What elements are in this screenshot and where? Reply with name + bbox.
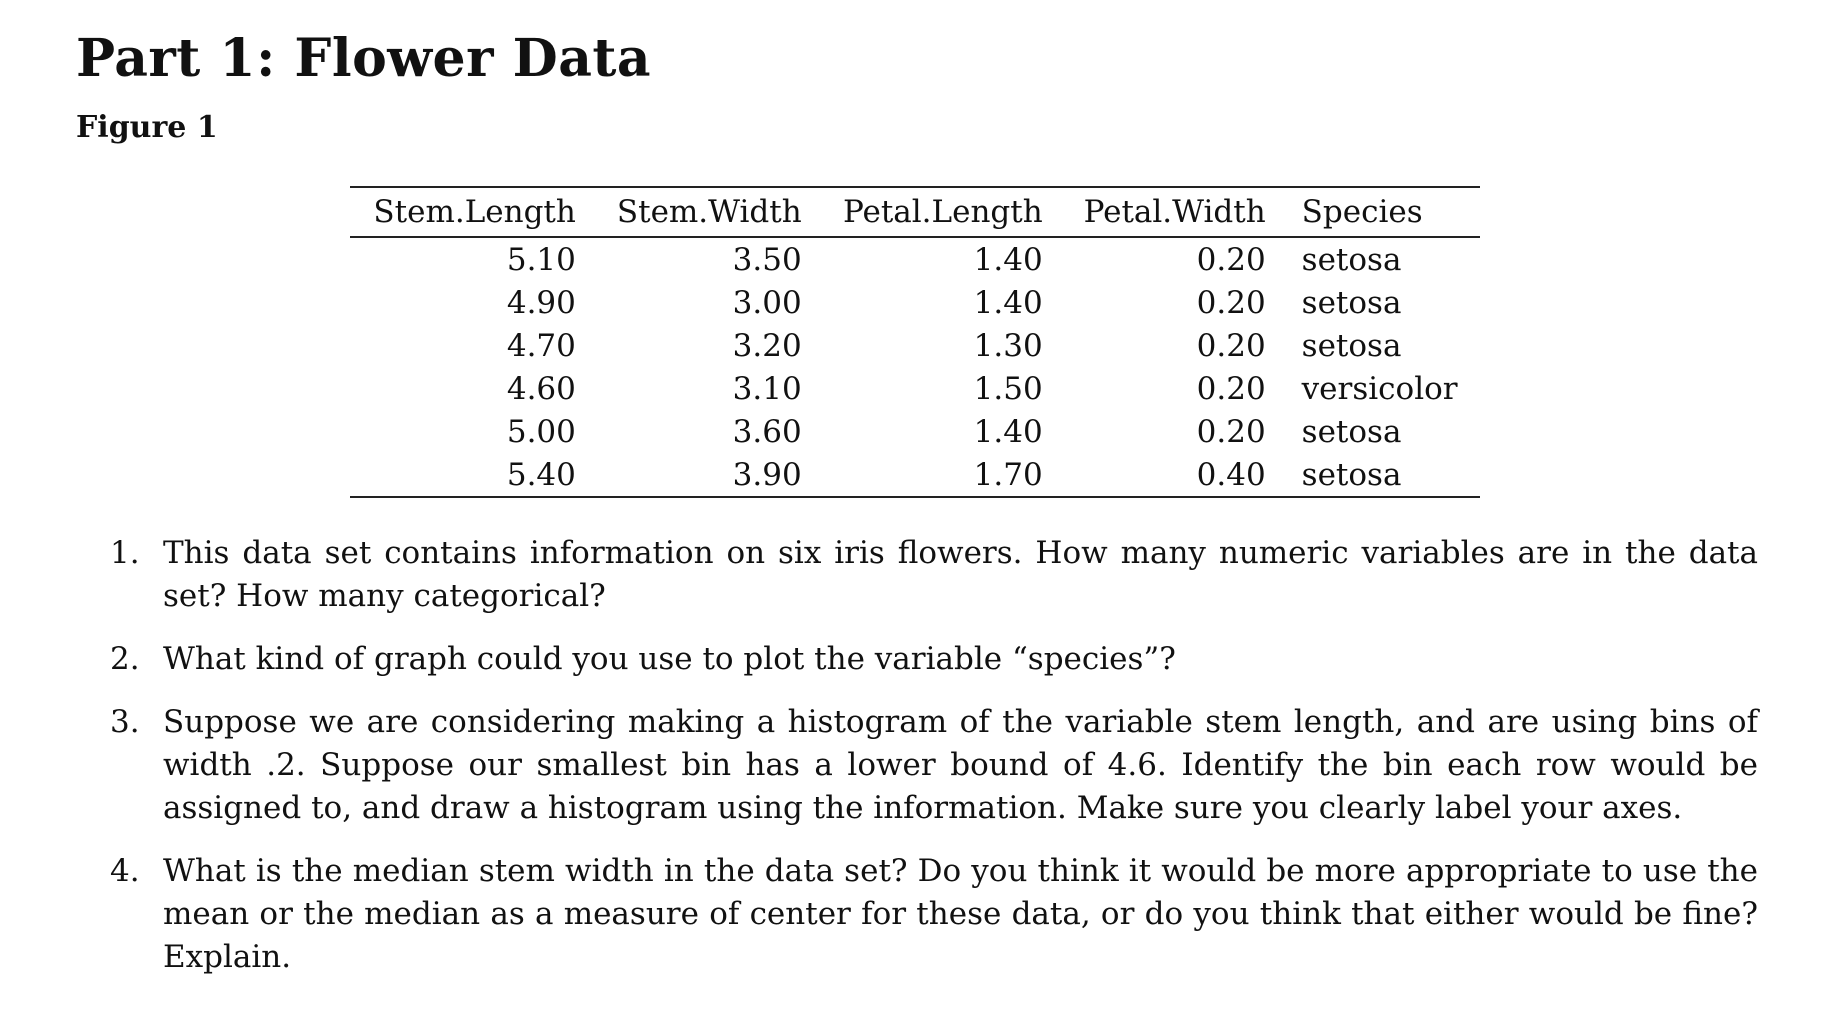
cell-petal-length: 1.40 xyxy=(973,413,1043,450)
cell-stem-width: 3.00 xyxy=(732,284,802,321)
cell-petal-width: 0.20 xyxy=(1196,370,1266,407)
cell-stem-width: 3.20 xyxy=(732,327,802,364)
question-number: 4. xyxy=(110,853,140,889)
cell-stem-width: 3.60 xyxy=(732,413,802,450)
section-title: Part 1: Flower Data xyxy=(76,28,652,89)
cell-petal-length: 1.30 xyxy=(973,327,1043,364)
table-row xyxy=(350,281,1480,324)
question-list xyxy=(110,532,1758,999)
question-number: 1. xyxy=(110,535,140,571)
cell-species: setosa xyxy=(1301,241,1402,278)
table-row xyxy=(350,410,1480,453)
column-header-stem-length: Stem.Length xyxy=(373,194,576,230)
column-header-species: Species xyxy=(1301,194,1423,230)
question-item xyxy=(110,532,1758,618)
table-row xyxy=(350,237,1480,281)
cell-stem-length: 4.70 xyxy=(506,327,576,364)
cell-stem-length: 5.00 xyxy=(506,413,576,450)
cell-petal-length: 1.40 xyxy=(973,284,1043,321)
question-text: What is the median stem width in the data set? Do you think it would be more appropriate to use the mean or the median as a measure of center for these data, or do you think that either would be fine? Explain. xyxy=(163,853,1758,975)
cell-petal-width: 0.20 xyxy=(1196,327,1266,364)
cell-species: setosa xyxy=(1301,456,1402,493)
flower-data-table xyxy=(350,186,1480,498)
table-row xyxy=(350,324,1480,367)
cell-petal-width: 0.40 xyxy=(1196,456,1266,493)
question-number: 3. xyxy=(110,704,140,740)
cell-petal-width: 0.20 xyxy=(1196,241,1266,278)
table-row xyxy=(350,367,1480,410)
cell-stem-width: 3.90 xyxy=(732,456,802,493)
cell-petal-length: 1.40 xyxy=(973,241,1043,278)
question-number: 2. xyxy=(110,641,140,677)
cell-species: setosa xyxy=(1301,284,1402,321)
cell-petal-width: 0.20 xyxy=(1196,413,1266,450)
question-text: This data set contains information on six iris flowers. How many numeric variables are in the data set? How many categorical? xyxy=(163,535,1758,614)
cell-stem-width: 3.10 xyxy=(732,370,802,407)
cell-species: setosa xyxy=(1301,413,1402,450)
cell-stem-width: 3.50 xyxy=(732,241,802,278)
cell-stem-length: 5.40 xyxy=(506,456,576,493)
cell-stem-length: 4.90 xyxy=(506,284,576,321)
table-row xyxy=(350,453,1480,497)
cell-species: setosa xyxy=(1301,327,1402,364)
question-item xyxy=(110,638,1758,681)
question-text: Suppose we are considering making a histogram of the variable stem length, and are using bins of width .2. Suppose our smallest bin has a lower bound of 4.6. Identify the bin each row would be assigned to, and draw a histogram using the information. Make sure you clearly label your axes. xyxy=(163,704,1758,826)
cell-stem-length: 4.60 xyxy=(506,370,576,407)
column-header-petal-width: Petal.Width xyxy=(1083,194,1266,230)
question-item xyxy=(110,701,1758,830)
cell-petal-length: 1.70 xyxy=(973,456,1043,493)
cell-petal-width: 0.20 xyxy=(1196,284,1266,321)
figure-label: Figure 1 xyxy=(76,110,218,145)
question-text: What kind of graph could you use to plot the variable “species”? xyxy=(163,641,1176,677)
table-header-row xyxy=(350,187,1480,237)
cell-species: versicolor xyxy=(1301,370,1458,407)
column-header-stem-width: Stem.Width xyxy=(616,194,802,230)
cell-stem-length: 5.10 xyxy=(506,241,576,278)
column-header-petal-length: Petal.Length xyxy=(843,194,1043,230)
cell-petal-length: 1.50 xyxy=(973,370,1043,407)
question-item xyxy=(110,850,1758,979)
